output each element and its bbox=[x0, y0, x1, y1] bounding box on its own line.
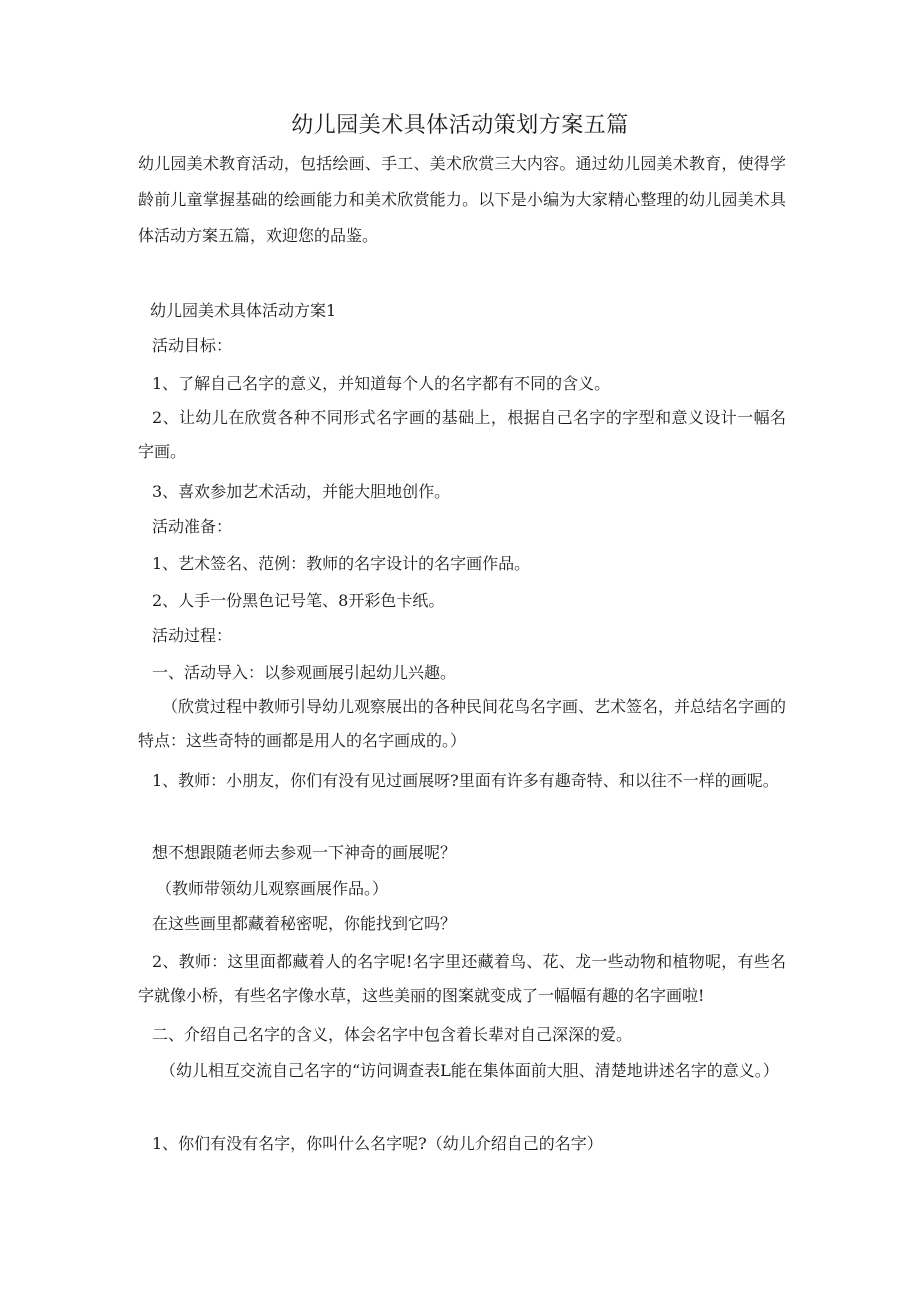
paragraph: 1、了解自己名字的意义，并知道每个人的名字都有不同的含义。 bbox=[152, 374, 611, 393]
section-heading: 幼儿园美术具体活动方案1 bbox=[150, 301, 337, 320]
paragraph: 在这些画里都藏着秘密呢，你能找到它吗？ bbox=[152, 914, 457, 933]
paragraph: 1、教师：小朋友，你们有没有见过画展呀?里面有许多有趣奇特、和以往不一样的画呢。 bbox=[152, 771, 779, 790]
paragraph: 1、艺术签名、范例：教师的名字设计的名字画作品。 bbox=[152, 554, 531, 573]
paragraph: （教师带领幼儿观察画展作品。） bbox=[156, 879, 389, 898]
paragraph: 1、你们有没有名字，你叫什么名字呢?（幼儿介绍自己的名字） bbox=[152, 1134, 603, 1153]
paragraph: 2、人手一份黑色记号笔、8开彩色卡纸。 bbox=[152, 591, 445, 610]
paragraph: 一、活动导入：以参观画展引起幼儿兴趣。 bbox=[152, 663, 457, 682]
paragraph: 活动目标： bbox=[152, 336, 233, 355]
paragraph: 活动准备： bbox=[152, 517, 233, 536]
paragraph: 3、喜欢参加艺术活动，并能大胆地创作。 bbox=[152, 482, 451, 501]
paragraph: 2、让幼儿在欣赏各种不同形式名字画的基础上，根据自己名字的字型和意义设计一幅名字画。 bbox=[138, 408, 786, 461]
paragraph: 活动过程： bbox=[152, 626, 233, 645]
paragraph: （欣赏过程中教师引导幼儿观察展出的各种民间花鸟名字画、艺术签名，并总结名字画的特点：这些奇特的画都是用人的名字画成的。） bbox=[138, 697, 787, 750]
intro-paragraph: 幼儿园美术教育活动，包括绘画、手工、美术欣赏三大内容。通过幼儿园美术教育，使得学龄前儿童掌握基础的绘画能力和美术欣赏能力。以下是小编为大家精心整理的幼儿园美术具体活动方案五篇，欢迎您的品鉴。 bbox=[138, 154, 786, 245]
paragraph: 想不想跟随老师去参观一下神奇的画展呢？ bbox=[152, 843, 457, 862]
paragraph: 二、介绍自己名字的含义，体会名字中包含着长辈对自己深深的爱。 bbox=[152, 1025, 633, 1044]
document-title: 幼儿园美术具体活动策划方案五篇 bbox=[291, 113, 629, 138]
paragraph: 2、教师：这里面都藏着人的名字呢!名字里还藏着鸟、花、龙一些动物和植物呢，有些名字就像小桥，有些名字像水草，这些美丽的图案就变成了一幅幅有趣的名字画啦! bbox=[138, 952, 786, 1005]
paragraph: （幼儿相互交流自己名字的“访问调查表L能在集体面前大胆、清楚地讲述名字的意义。） bbox=[160, 1061, 779, 1080]
